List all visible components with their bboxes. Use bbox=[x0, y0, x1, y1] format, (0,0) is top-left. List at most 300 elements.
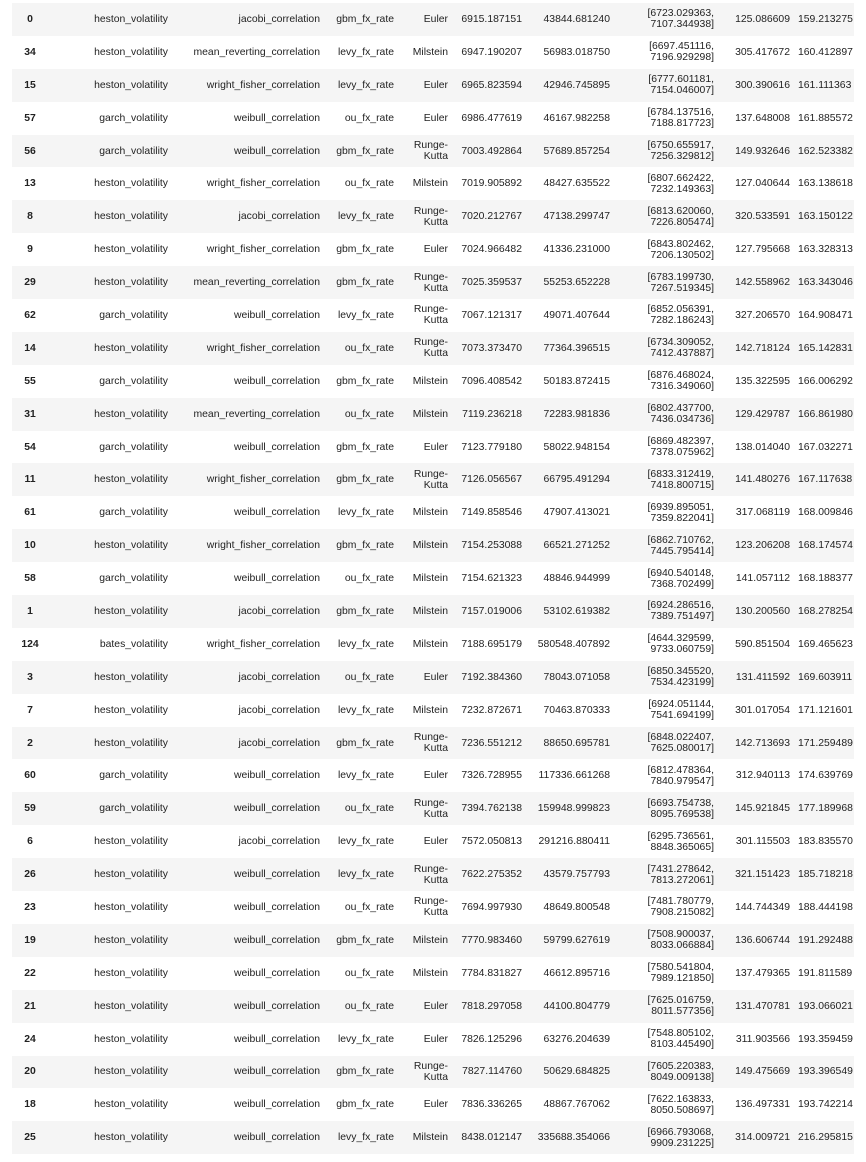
scheme-cell: Milstein bbox=[398, 496, 452, 529]
fx-model-cell: ou_fx_rate bbox=[324, 102, 398, 135]
mean-value-cell: 7149.858546 bbox=[452, 496, 526, 529]
confidence-interval-cell: [7622.163833, 8050.508697] bbox=[614, 1088, 718, 1121]
mean-value-cell: 7622.275352 bbox=[452, 858, 526, 891]
scheme-cell: Milstein bbox=[398, 167, 452, 200]
confidence-interval-cell: [6924.286516, 7389.751497] bbox=[614, 595, 718, 628]
correlation-model-cell: weibull_correlation bbox=[172, 858, 324, 891]
row-index: 23 bbox=[12, 891, 48, 924]
fx-model-cell: ou_fx_rate bbox=[324, 792, 398, 825]
volatility-model-cell: heston_volatility bbox=[48, 1056, 172, 1089]
mean-value-cell: 7827.114760 bbox=[452, 1056, 526, 1089]
std-error-cell: 142.718124 bbox=[718, 332, 794, 365]
confidence-interval-cell: [6852.056391, 7282.186243] bbox=[614, 299, 718, 332]
last-value-cell: 168.188377 bbox=[794, 562, 854, 595]
scheme-cell: Euler bbox=[398, 69, 452, 102]
mean-value-cell: 7694.997930 bbox=[452, 891, 526, 924]
row-index: 1 bbox=[12, 595, 48, 628]
table-row bbox=[12, 266, 854, 299]
variance-value-cell: 53102.619382 bbox=[526, 595, 614, 628]
table-row bbox=[12, 694, 854, 727]
table-row bbox=[12, 69, 854, 102]
fx-model-cell: levy_fx_rate bbox=[324, 759, 398, 792]
row-index: 15 bbox=[12, 69, 48, 102]
scheme-cell: Milstein bbox=[398, 1121, 452, 1154]
row-index: 54 bbox=[12, 431, 48, 464]
row-index: 14 bbox=[12, 332, 48, 365]
fx-model-cell: gbm_fx_rate bbox=[324, 727, 398, 760]
volatility-model-cell: garch_volatility bbox=[48, 431, 172, 464]
fx-model-cell: gbm_fx_rate bbox=[324, 924, 398, 957]
correlation-model-cell: weibull_correlation bbox=[172, 759, 324, 792]
table-row bbox=[12, 496, 854, 529]
variance-value-cell: 88650.695781 bbox=[526, 727, 614, 760]
mean-value-cell: 6947.190207 bbox=[452, 36, 526, 69]
last-value-cell: 193.396549 bbox=[794, 1056, 854, 1089]
table-row bbox=[12, 332, 854, 365]
confidence-interval-cell: [6869.482397, 7378.075962] bbox=[614, 431, 718, 464]
scheme-cell: Euler bbox=[398, 825, 452, 858]
confidence-interval-cell: [6833.312419, 7418.800715] bbox=[614, 463, 718, 496]
row-index: 10 bbox=[12, 529, 48, 562]
variance-value-cell: 47907.413021 bbox=[526, 496, 614, 529]
volatility-model-cell: heston_volatility bbox=[48, 1023, 172, 1056]
volatility-model-cell: heston_volatility bbox=[48, 858, 172, 891]
row-index: 34 bbox=[12, 36, 48, 69]
fx-model-cell: levy_fx_rate bbox=[324, 299, 398, 332]
table-row bbox=[12, 562, 854, 595]
fx-model-cell: gbm_fx_rate bbox=[324, 1088, 398, 1121]
row-index: 21 bbox=[12, 990, 48, 1023]
scheme-cell: Euler bbox=[398, 233, 452, 266]
last-value-cell: 191.811589 bbox=[794, 957, 854, 990]
last-value-cell: 183.835570 bbox=[794, 825, 854, 858]
variance-value-cell: 159948.999823 bbox=[526, 792, 614, 825]
std-error-cell: 135.322595 bbox=[718, 365, 794, 398]
row-index: 19 bbox=[12, 924, 48, 957]
volatility-model-cell: heston_volatility bbox=[48, 661, 172, 694]
scheme-cell: Euler bbox=[398, 102, 452, 135]
volatility-model-cell: garch_volatility bbox=[48, 759, 172, 792]
table-row bbox=[12, 957, 854, 990]
volatility-model-cell: garch_volatility bbox=[48, 135, 172, 168]
row-index: 7 bbox=[12, 694, 48, 727]
row-index: 58 bbox=[12, 562, 48, 595]
volatility-model-cell: bates_volatility bbox=[48, 628, 172, 661]
fx-model-cell: levy_fx_rate bbox=[324, 69, 398, 102]
volatility-model-cell: garch_volatility bbox=[48, 562, 172, 595]
scheme-cell: Euler bbox=[398, 990, 452, 1023]
mean-value-cell: 7119.236218 bbox=[452, 398, 526, 431]
last-value-cell: 163.328313 bbox=[794, 233, 854, 266]
fx-model-cell: gbm_fx_rate bbox=[324, 529, 398, 562]
scheme-cell: Milstein bbox=[398, 595, 452, 628]
volatility-model-cell: heston_volatility bbox=[48, 595, 172, 628]
mean-value-cell: 8438.012147 bbox=[452, 1121, 526, 1154]
table-row bbox=[12, 825, 854, 858]
scheme-cell: Runge-Kutta bbox=[398, 727, 452, 760]
mean-value-cell: 6915.187151 bbox=[452, 3, 526, 36]
table-row bbox=[12, 628, 854, 661]
scheme-cell: Euler bbox=[398, 1088, 452, 1121]
confidence-interval-cell: [4644.329599, 9733.060759] bbox=[614, 628, 718, 661]
mean-value-cell: 7020.212767 bbox=[452, 200, 526, 233]
variance-value-cell: 48427.635522 bbox=[526, 167, 614, 200]
last-value-cell: 161.111363 bbox=[794, 69, 854, 102]
variance-value-cell: 55253.652228 bbox=[526, 266, 614, 299]
fx-model-cell: levy_fx_rate bbox=[324, 694, 398, 727]
fx-model-cell: levy_fx_rate bbox=[324, 200, 398, 233]
std-error-cell: 137.479365 bbox=[718, 957, 794, 990]
std-error-cell: 142.713693 bbox=[718, 727, 794, 760]
fx-model-cell: gbm_fx_rate bbox=[324, 1056, 398, 1089]
volatility-model-cell: heston_volatility bbox=[48, 69, 172, 102]
std-error-cell: 320.533591 bbox=[718, 200, 794, 233]
correlation-model-cell: weibull_correlation bbox=[172, 1023, 324, 1056]
fx-model-cell: levy_fx_rate bbox=[324, 628, 398, 661]
confidence-interval-cell: [7605.220383, 8049.009138] bbox=[614, 1056, 718, 1089]
scheme-cell: Runge-Kutta bbox=[398, 463, 452, 496]
correlation-model-cell: mean_reverting_correlation bbox=[172, 398, 324, 431]
row-index: 0 bbox=[12, 3, 48, 36]
last-value-cell: 164.908471 bbox=[794, 299, 854, 332]
table-row bbox=[12, 135, 854, 168]
table-row bbox=[12, 990, 854, 1023]
scheme-cell: Milstein bbox=[398, 529, 452, 562]
row-index: 25 bbox=[12, 1121, 48, 1154]
last-value-cell: 168.009846 bbox=[794, 496, 854, 529]
volatility-model-cell: garch_volatility bbox=[48, 365, 172, 398]
mean-value-cell: 6986.477619 bbox=[452, 102, 526, 135]
std-error-cell: 317.068119 bbox=[718, 496, 794, 529]
variance-value-cell: 46167.982258 bbox=[526, 102, 614, 135]
row-index: 8 bbox=[12, 200, 48, 233]
correlation-model-cell: weibull_correlation bbox=[172, 891, 324, 924]
confidence-interval-cell: [6783.199730, 7267.519345] bbox=[614, 266, 718, 299]
mean-value-cell: 7784.831827 bbox=[452, 957, 526, 990]
volatility-model-cell: heston_volatility bbox=[48, 1121, 172, 1154]
table-row bbox=[12, 1056, 854, 1089]
correlation-model-cell: jacobi_correlation bbox=[172, 661, 324, 694]
row-index: 3 bbox=[12, 661, 48, 694]
correlation-model-cell: jacobi_correlation bbox=[172, 694, 324, 727]
mean-value-cell: 7154.621323 bbox=[452, 562, 526, 595]
scheme-cell: Milstein bbox=[398, 957, 452, 990]
scheme-cell: Milstein bbox=[398, 562, 452, 595]
std-error-cell: 149.932646 bbox=[718, 135, 794, 168]
mean-value-cell: 7572.050813 bbox=[452, 825, 526, 858]
table-row bbox=[12, 858, 854, 891]
table-row bbox=[12, 3, 854, 36]
table-row bbox=[12, 431, 854, 464]
volatility-model-cell: heston_volatility bbox=[48, 957, 172, 990]
volatility-model-cell: heston_volatility bbox=[48, 398, 172, 431]
confidence-interval-cell: [6784.137516, 7188.817723] bbox=[614, 102, 718, 135]
table-row bbox=[12, 1121, 854, 1154]
scheme-cell: Runge-Kutta bbox=[398, 299, 452, 332]
row-index: 57 bbox=[12, 102, 48, 135]
last-value-cell: 171.121601 bbox=[794, 694, 854, 727]
row-index: 60 bbox=[12, 759, 48, 792]
scheme-cell: Milstein bbox=[398, 924, 452, 957]
table-row bbox=[12, 792, 854, 825]
mean-value-cell: 7123.779180 bbox=[452, 431, 526, 464]
variance-value-cell: 70463.870333 bbox=[526, 694, 614, 727]
mean-value-cell: 7154.253088 bbox=[452, 529, 526, 562]
fx-model-cell: levy_fx_rate bbox=[324, 1023, 398, 1056]
fx-model-cell: levy_fx_rate bbox=[324, 36, 398, 69]
fx-model-cell: ou_fx_rate bbox=[324, 990, 398, 1023]
volatility-model-cell: heston_volatility bbox=[48, 332, 172, 365]
correlation-model-cell: weibull_correlation bbox=[172, 562, 324, 595]
variance-value-cell: 291216.880411 bbox=[526, 825, 614, 858]
volatility-model-cell: heston_volatility bbox=[48, 36, 172, 69]
correlation-model-cell: weibull_correlation bbox=[172, 924, 324, 957]
last-value-cell: 216.295815 bbox=[794, 1121, 854, 1154]
correlation-model-cell: jacobi_correlation bbox=[172, 200, 324, 233]
last-value-cell: 163.150122 bbox=[794, 200, 854, 233]
fx-model-cell: ou_fx_rate bbox=[324, 957, 398, 990]
correlation-model-cell: weibull_correlation bbox=[172, 135, 324, 168]
mean-value-cell: 7024.966482 bbox=[452, 233, 526, 266]
row-index: 124 bbox=[12, 628, 48, 661]
variance-value-cell: 56983.018750 bbox=[526, 36, 614, 69]
last-value-cell: 168.174574 bbox=[794, 529, 854, 562]
confidence-interval-cell: [6924.051144, 7541.694199] bbox=[614, 694, 718, 727]
row-index: 22 bbox=[12, 957, 48, 990]
confidence-interval-cell: [6813.620060, 7226.805474] bbox=[614, 200, 718, 233]
confidence-interval-cell: [6966.793068, 9909.231225] bbox=[614, 1121, 718, 1154]
fx-model-cell: levy_fx_rate bbox=[324, 496, 398, 529]
volatility-model-cell: heston_volatility bbox=[48, 990, 172, 1023]
fx-model-cell: ou_fx_rate bbox=[324, 398, 398, 431]
correlation-model-cell: wright_fisher_correlation bbox=[172, 463, 324, 496]
volatility-model-cell: garch_volatility bbox=[48, 496, 172, 529]
confidence-interval-cell: [6862.710762, 7445.795414] bbox=[614, 529, 718, 562]
std-error-cell: 138.014040 bbox=[718, 431, 794, 464]
correlation-model-cell: jacobi_correlation bbox=[172, 3, 324, 36]
variance-value-cell: 48867.767062 bbox=[526, 1088, 614, 1121]
variance-value-cell: 77364.396515 bbox=[526, 332, 614, 365]
scheme-cell: Milstein bbox=[398, 365, 452, 398]
variance-value-cell: 63276.204639 bbox=[526, 1023, 614, 1056]
std-error-cell: 311.903566 bbox=[718, 1023, 794, 1056]
last-value-cell: 185.718218 bbox=[794, 858, 854, 891]
variance-value-cell: 50183.872415 bbox=[526, 365, 614, 398]
confidence-interval-cell: [7431.278642, 7813.272061] bbox=[614, 858, 718, 891]
fx-model-cell: gbm_fx_rate bbox=[324, 431, 398, 464]
mean-value-cell: 7126.056567 bbox=[452, 463, 526, 496]
fx-model-cell: levy_fx_rate bbox=[324, 858, 398, 891]
scheme-cell: Runge-Kutta bbox=[398, 858, 452, 891]
correlation-model-cell: wright_fisher_correlation bbox=[172, 233, 324, 266]
confidence-interval-cell: [6812.478364, 7840.979547] bbox=[614, 759, 718, 792]
variance-value-cell: 59799.627619 bbox=[526, 924, 614, 957]
last-value-cell: 160.412897 bbox=[794, 36, 854, 69]
correlation-model-cell: wright_fisher_correlation bbox=[172, 628, 324, 661]
confidence-interval-cell: [6697.451116, 7196.929298] bbox=[614, 36, 718, 69]
std-error-cell: 149.475669 bbox=[718, 1056, 794, 1089]
volatility-model-cell: heston_volatility bbox=[48, 694, 172, 727]
last-value-cell: 193.066021 bbox=[794, 990, 854, 1023]
variance-value-cell: 48846.944999 bbox=[526, 562, 614, 595]
volatility-model-cell: heston_volatility bbox=[48, 463, 172, 496]
volatility-model-cell: garch_volatility bbox=[48, 102, 172, 135]
row-index: 20 bbox=[12, 1056, 48, 1089]
fx-model-cell: levy_fx_rate bbox=[324, 1121, 398, 1154]
table-row bbox=[12, 661, 854, 694]
last-value-cell: 168.278254 bbox=[794, 595, 854, 628]
mean-value-cell: 7326.728955 bbox=[452, 759, 526, 792]
confidence-interval-cell: [7481.780779, 7908.215082] bbox=[614, 891, 718, 924]
variance-value-cell: 335688.354066 bbox=[526, 1121, 614, 1154]
volatility-model-cell: heston_volatility bbox=[48, 825, 172, 858]
last-value-cell: 165.142831 bbox=[794, 332, 854, 365]
last-value-cell: 193.359459 bbox=[794, 1023, 854, 1056]
scheme-cell: Euler bbox=[398, 759, 452, 792]
mean-value-cell: 7818.297058 bbox=[452, 990, 526, 1023]
row-index: 55 bbox=[12, 365, 48, 398]
last-value-cell: 166.861980 bbox=[794, 398, 854, 431]
variance-value-cell: 47138.299747 bbox=[526, 200, 614, 233]
table-row bbox=[12, 727, 854, 760]
std-error-cell: 125.086609 bbox=[718, 3, 794, 36]
correlation-model-cell: wright_fisher_correlation bbox=[172, 529, 324, 562]
correlation-model-cell: wright_fisher_correlation bbox=[172, 69, 324, 102]
row-index: 2 bbox=[12, 727, 48, 760]
volatility-model-cell: heston_volatility bbox=[48, 1088, 172, 1121]
std-error-cell: 129.429787 bbox=[718, 398, 794, 431]
scheme-cell: Runge-Kutta bbox=[398, 135, 452, 168]
last-value-cell: 191.292488 bbox=[794, 924, 854, 957]
mean-value-cell: 7394.762138 bbox=[452, 792, 526, 825]
fx-model-cell: gbm_fx_rate bbox=[324, 463, 398, 496]
correlation-model-cell: weibull_correlation bbox=[172, 365, 324, 398]
volatility-model-cell: heston_volatility bbox=[48, 266, 172, 299]
correlation-model-cell: weibull_correlation bbox=[172, 990, 324, 1023]
table-row bbox=[12, 463, 854, 496]
last-value-cell: 169.465623 bbox=[794, 628, 854, 661]
scheme-cell: Runge-Kutta bbox=[398, 200, 452, 233]
mean-value-cell: 7067.121317 bbox=[452, 299, 526, 332]
fx-model-cell: gbm_fx_rate bbox=[324, 135, 398, 168]
correlation-model-cell: wright_fisher_correlation bbox=[172, 332, 324, 365]
confidence-interval-cell: [6693.754738, 8095.769538] bbox=[614, 792, 718, 825]
variance-value-cell: 58022.948154 bbox=[526, 431, 614, 464]
correlation-model-cell: weibull_correlation bbox=[172, 431, 324, 464]
correlation-model-cell: jacobi_correlation bbox=[172, 595, 324, 628]
confidence-interval-cell: [7625.016759, 8011.577356] bbox=[614, 990, 718, 1023]
table-body bbox=[12, 3, 854, 1154]
mean-value-cell: 7073.373470 bbox=[452, 332, 526, 365]
variance-value-cell: 48649.800548 bbox=[526, 891, 614, 924]
last-value-cell: 188.444198 bbox=[794, 891, 854, 924]
last-value-cell: 163.343046 bbox=[794, 266, 854, 299]
last-value-cell: 166.006292 bbox=[794, 365, 854, 398]
confidence-interval-cell: [6850.345520, 7534.423199] bbox=[614, 661, 718, 694]
table-row bbox=[12, 759, 854, 792]
confidence-interval-cell: [6734.309052, 7412.437887] bbox=[614, 332, 718, 365]
volatility-model-cell: heston_volatility bbox=[48, 167, 172, 200]
std-error-cell: 312.940113 bbox=[718, 759, 794, 792]
volatility-model-cell: heston_volatility bbox=[48, 924, 172, 957]
fx-model-cell: gbm_fx_rate bbox=[324, 365, 398, 398]
row-index: 31 bbox=[12, 398, 48, 431]
volatility-model-cell: garch_volatility bbox=[48, 792, 172, 825]
std-error-cell: 123.206208 bbox=[718, 529, 794, 562]
scheme-cell: Runge-Kutta bbox=[398, 266, 452, 299]
correlation-model-cell: wright_fisher_correlation bbox=[172, 167, 324, 200]
table-row bbox=[12, 233, 854, 266]
confidence-interval-cell: [6848.022407, 7625.080017] bbox=[614, 727, 718, 760]
std-error-cell: 137.648008 bbox=[718, 102, 794, 135]
confidence-interval-cell: [6940.540148, 7368.702499] bbox=[614, 562, 718, 595]
std-error-cell: 131.411592 bbox=[718, 661, 794, 694]
std-error-cell: 305.417672 bbox=[718, 36, 794, 69]
variance-value-cell: 43844.681240 bbox=[526, 3, 614, 36]
variance-value-cell: 49071.407644 bbox=[526, 299, 614, 332]
scheme-cell: Milstein bbox=[398, 694, 452, 727]
scheme-cell: Runge-Kutta bbox=[398, 891, 452, 924]
mean-value-cell: 7232.872671 bbox=[452, 694, 526, 727]
mean-value-cell: 6965.823594 bbox=[452, 69, 526, 102]
correlation-model-cell: weibull_correlation bbox=[172, 102, 324, 135]
std-error-cell: 301.017054 bbox=[718, 694, 794, 727]
confidence-interval-cell: [6777.601181, 7154.046007] bbox=[614, 69, 718, 102]
correlation-model-cell: weibull_correlation bbox=[172, 496, 324, 529]
mean-value-cell: 7236.551212 bbox=[452, 727, 526, 760]
std-error-cell: 144.744349 bbox=[718, 891, 794, 924]
results-table bbox=[12, 3, 854, 1154]
correlation-model-cell: weibull_correlation bbox=[172, 1088, 324, 1121]
std-error-cell: 590.851504 bbox=[718, 628, 794, 661]
last-value-cell: 174.639769 bbox=[794, 759, 854, 792]
variance-value-cell: 66795.491294 bbox=[526, 463, 614, 496]
variance-value-cell: 78043.071058 bbox=[526, 661, 614, 694]
table-row bbox=[12, 36, 854, 69]
fx-model-cell: ou_fx_rate bbox=[324, 167, 398, 200]
fx-model-cell: levy_fx_rate bbox=[324, 825, 398, 858]
volatility-model-cell: heston_volatility bbox=[48, 233, 172, 266]
fx-model-cell: ou_fx_rate bbox=[324, 661, 398, 694]
volatility-model-cell: garch_volatility bbox=[48, 299, 172, 332]
std-error-cell: 314.009721 bbox=[718, 1121, 794, 1154]
correlation-model-cell: mean_reverting_correlation bbox=[172, 36, 324, 69]
std-error-cell: 327.206570 bbox=[718, 299, 794, 332]
table-row bbox=[12, 891, 854, 924]
confidence-interval-cell: [6802.437700, 7436.034736] bbox=[614, 398, 718, 431]
volatility-model-cell: heston_volatility bbox=[48, 891, 172, 924]
confidence-interval-cell: [6750.655917, 7256.329812] bbox=[614, 135, 718, 168]
last-value-cell: 161.885572 bbox=[794, 102, 854, 135]
scheme-cell: Runge-Kutta bbox=[398, 1056, 452, 1089]
last-value-cell: 159.213275 bbox=[794, 3, 854, 36]
table-row bbox=[12, 398, 854, 431]
mean-value-cell: 7003.492864 bbox=[452, 135, 526, 168]
std-error-cell: 127.040644 bbox=[718, 167, 794, 200]
row-index: 9 bbox=[12, 233, 48, 266]
confidence-interval-cell: [6939.895051, 7359.822041] bbox=[614, 496, 718, 529]
table-row bbox=[12, 167, 854, 200]
last-value-cell: 167.032271 bbox=[794, 431, 854, 464]
table-row bbox=[12, 1023, 854, 1056]
last-value-cell: 162.523382 bbox=[794, 135, 854, 168]
scheme-cell: Runge-Kutta bbox=[398, 332, 452, 365]
mean-value-cell: 7019.905892 bbox=[452, 167, 526, 200]
mean-value-cell: 7096.408542 bbox=[452, 365, 526, 398]
confidence-interval-cell: [6876.468024, 7316.349060] bbox=[614, 365, 718, 398]
scheme-cell: Euler bbox=[398, 431, 452, 464]
std-error-cell: 141.057112 bbox=[718, 562, 794, 595]
